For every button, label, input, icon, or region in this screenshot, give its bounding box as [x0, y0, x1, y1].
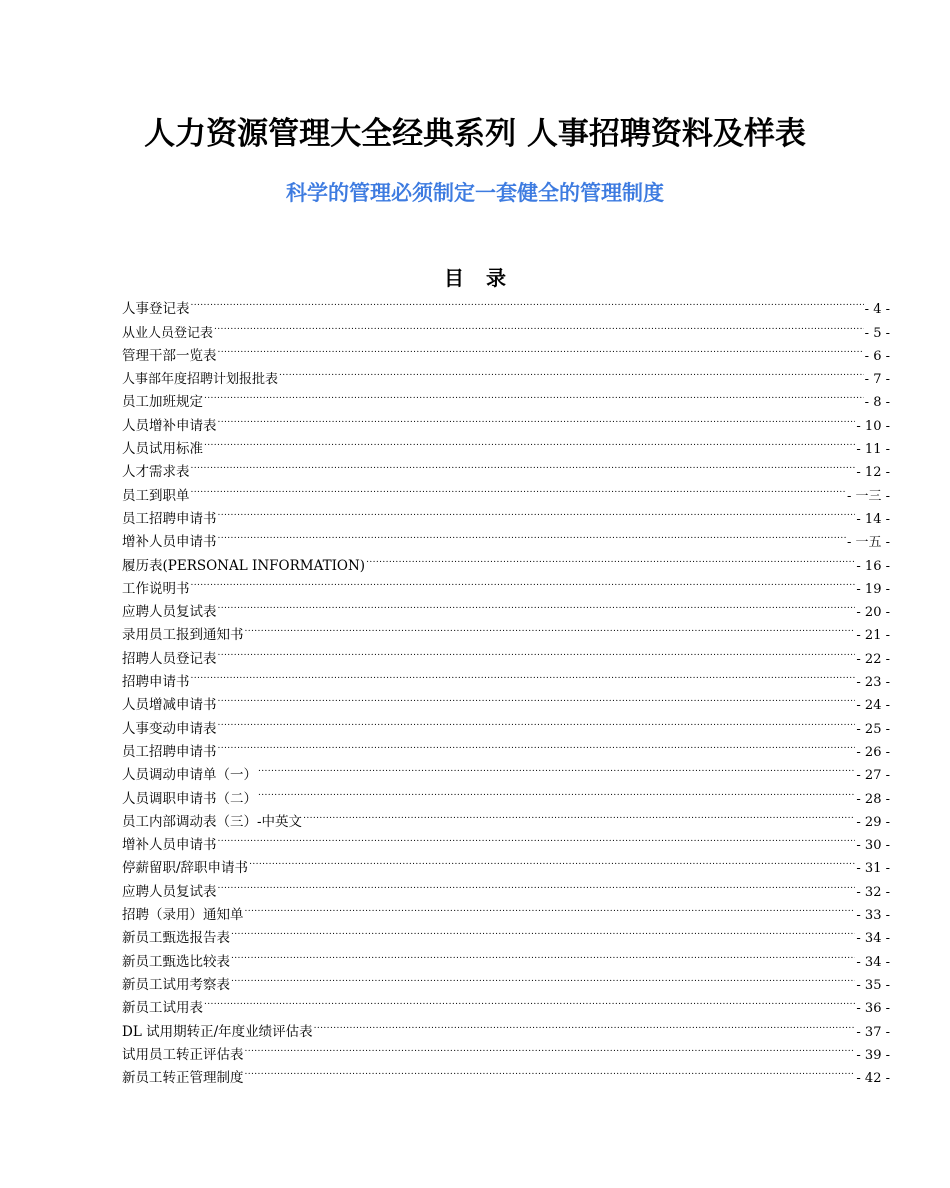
toc-dot-leader — [314, 1012, 856, 1035]
toc-dot-leader — [245, 1059, 856, 1082]
toc-entry[interactable] — [122, 849, 890, 877]
table-of-contents — [122, 290, 890, 1087]
toc-dot-leader — [218, 639, 856, 662]
toc-dot-leader — [366, 546, 855, 569]
toc-entry-label: DL 试用期转正/年度业绩评估表 — [122, 1023, 313, 1040]
toc-entry[interactable] — [122, 500, 890, 527]
toc-entry[interactable] — [122, 616, 890, 644]
toc-dot-leader — [258, 779, 855, 802]
toc-entry[interactable] — [122, 872, 890, 900]
toc-dot-leader — [245, 896, 856, 919]
toc-dot-leader — [245, 616, 856, 639]
toc-entry[interactable] — [122, 942, 890, 970]
toc-dot-leader — [245, 1036, 856, 1059]
toc-entry-page-number: - 12 - — [856, 465, 890, 481]
toc-entry[interactable] — [122, 430, 890, 458]
toc-entry-label: 员工到职单 — [122, 487, 190, 504]
toc-entry-label: 招聘（录用）通知单 — [122, 907, 244, 924]
toc-dot-leader — [218, 686, 856, 709]
document-title: 人力资源管理大全经典系列 人事招聘资料及样表 — [144, 116, 806, 152]
toc-entry-page-number: - 一五 - — [846, 535, 890, 551]
toc-dot-leader — [249, 849, 855, 872]
toc-dot-leader — [218, 733, 856, 756]
toc-entry-label: 员工招聘申请书 — [122, 743, 217, 760]
toc-entry[interactable] — [122, 1012, 890, 1040]
toc-entry-label: 新员工转正管理制度 — [122, 1070, 244, 1087]
toc-entry[interactable] — [122, 686, 890, 714]
toc-entry-page-number: - 21 - — [856, 628, 890, 644]
toc-entry-label: 应聘人员复试表 — [122, 604, 217, 621]
toc-entry-page-number: - 22 - — [856, 651, 890, 667]
toc-entry[interactable] — [122, 313, 890, 341]
toc-entry-label: 人员增减申请书 — [122, 697, 217, 714]
toc-entry-label: 增补人员申请书 — [122, 534, 217, 551]
toc-entry-label: 新员工甄选报告表 — [122, 930, 230, 947]
toc-dot-leader — [218, 826, 856, 849]
toc-entry-page-number: - 23 - — [856, 675, 890, 691]
toc-entry-label: 工作说明书 — [122, 580, 190, 597]
toc-heading: 目录 — [444, 266, 528, 290]
toc-entry[interactable] — [122, 709, 890, 737]
toc-dot-leader — [218, 872, 856, 895]
toc-entry-label: 人员调动申请单（一） — [122, 767, 257, 784]
toc-entry-label: 员工内部调动表（三）-中英文 — [122, 813, 303, 830]
toc-entry-label: 人员试用标准 — [122, 441, 203, 458]
toc-entry-page-number: - 一三 - — [846, 488, 890, 504]
toc-dot-leader — [218, 406, 856, 429]
toc-entry[interactable] — [122, 360, 890, 388]
toc-dot-leader — [258, 756, 855, 779]
toc-dot-leader — [204, 383, 864, 406]
toc-entry-page-number: - 26 - — [856, 744, 890, 760]
toc-entry-page-number: - 10 - — [856, 418, 890, 434]
toc-entry-label: 新员工甄选比较表 — [122, 953, 230, 970]
toc-entry-page-number: - 7 - — [864, 372, 890, 388]
toc-entry-label: 从业人员登记表 — [122, 325, 214, 341]
toc-entry-label: 管理干部一览表 — [122, 347, 217, 364]
toc-entry-label: 停薪留职/辞职申请书 — [122, 860, 249, 877]
toc-dot-leader — [204, 430, 855, 453]
document-subtitle: 科学的管理必须制定一套健全的管理制度 — [286, 181, 664, 205]
toc-entry-page-number: - 30 - — [856, 838, 890, 854]
toc-entry-page-number: - 4 - — [864, 302, 890, 318]
toc-entry-label: 人事登记表 — [122, 301, 190, 318]
toc-entry[interactable] — [122, 476, 890, 504]
toc-entry[interactable] — [122, 826, 890, 854]
toc-dot-leader — [231, 966, 855, 989]
toc-entry[interactable] — [122, 453, 890, 481]
toc-entry-label: 招聘申请书 — [122, 674, 190, 691]
toc-entry-page-number: - 34 - — [856, 954, 890, 970]
toc-entry-label: 员工招聘申请书 — [122, 510, 217, 527]
toc-dot-leader — [303, 803, 855, 826]
toc-entry-page-number: - 34 - — [856, 931, 890, 947]
toc-dot-leader — [214, 313, 864, 336]
toc-entry[interactable] — [122, 989, 890, 1017]
toc-entry[interactable] — [122, 896, 890, 924]
toc-entry[interactable] — [122, 593, 890, 621]
toc-entry[interactable] — [122, 663, 890, 691]
toc-entry-page-number: - 29 - — [856, 814, 890, 830]
toc-entry-label: 录用员工报到通知书 — [122, 627, 244, 644]
toc-dot-leader — [279, 360, 864, 383]
toc-entry-page-number: - 37 - — [856, 1024, 890, 1040]
toc-entry-label: 人事变动申请表 — [122, 720, 217, 737]
toc-entry-page-number: - 16 - — [856, 558, 890, 574]
toc-entry-page-number: - 14 - — [856, 511, 890, 527]
toc-entry-page-number: - 20 - — [856, 605, 890, 621]
toc-entry-label: 新员工试用表 — [122, 1000, 203, 1017]
toc-entry[interactable] — [122, 919, 890, 947]
toc-entry[interactable] — [122, 639, 890, 667]
toc-dot-leader — [218, 709, 856, 732]
toc-entry[interactable] — [122, 383, 890, 411]
toc-entry-label: 人员增补申请表 — [122, 417, 217, 434]
toc-entry-label: 应聘人员复试表 — [122, 883, 217, 900]
toc-dot-leader — [191, 476, 846, 499]
toc-entry-label: 人才需求表 — [122, 464, 190, 481]
toc-entry-label: 履历表(PERSONAL INFORMATION) — [122, 557, 366, 574]
toc-dot-leader — [191, 290, 864, 313]
toc-dot-leader — [191, 570, 856, 593]
toc-dot-leader — [204, 989, 855, 1012]
toc-dot-leader — [218, 500, 856, 523]
toc-dot-leader — [231, 919, 855, 942]
toc-entry-page-number: - 42 - — [856, 1071, 890, 1087]
toc-dot-leader — [218, 337, 864, 360]
toc-entry-page-number: - 33 - — [856, 908, 890, 924]
toc-entry[interactable] — [122, 337, 890, 364]
toc-entry[interactable] — [122, 523, 890, 551]
toc-entry[interactable] — [122, 406, 890, 434]
toc-entry[interactable] — [122, 756, 890, 784]
toc-entry-page-number: - 39 - — [856, 1047, 890, 1063]
toc-entry-page-number: - 24 - — [856, 698, 890, 714]
toc-entry-page-number: - 11 - — [856, 442, 890, 458]
toc-entry-page-number: - 27 - — [856, 768, 890, 784]
toc-entry[interactable] — [122, 966, 890, 993]
toc-dot-leader — [231, 942, 855, 965]
toc-entry-page-number: - 32 - — [856, 884, 890, 900]
toc-entry-label: 新员工试用考察表 — [122, 976, 230, 993]
toc-entry-page-number: - 19 - — [856, 581, 890, 597]
toc-dot-leader — [191, 663, 856, 686]
toc-entry-label: 招聘人员登记表 — [122, 650, 217, 667]
toc-entry-page-number: - 6 - — [864, 348, 890, 364]
toc-dot-leader — [191, 453, 856, 476]
toc-entry[interactable] — [122, 546, 890, 574]
toc-entry-label: 试用员工转正评估表 — [122, 1046, 244, 1063]
toc-entry-page-number: - 5 - — [864, 325, 890, 341]
toc-entry-page-number: - 25 - — [856, 721, 890, 737]
toc-entry-page-number: - 36 - — [856, 1001, 890, 1017]
toc-entry-label: 增补人员申请书 — [122, 837, 217, 854]
toc-entry-page-number: - 28 - — [856, 791, 890, 807]
toc-entry-label: 人事部年度招聘计划报批表 — [122, 372, 279, 388]
toc-entry[interactable] — [122, 733, 890, 760]
toc-entry-label: 员工加班规定 — [122, 394, 203, 411]
toc-entry-page-number: - 35 - — [856, 977, 890, 993]
toc-entry[interactable] — [122, 570, 890, 597]
toc-entry[interactable] — [122, 290, 890, 318]
toc-dot-leader — [218, 523, 846, 546]
toc-entry-page-number: - 31 - — [856, 861, 890, 877]
toc-entry-page-number: - 8 - — [864, 395, 890, 411]
toc-dot-leader — [218, 593, 856, 616]
toc-entry-label: 人员调职申请书（二） — [122, 790, 257, 807]
